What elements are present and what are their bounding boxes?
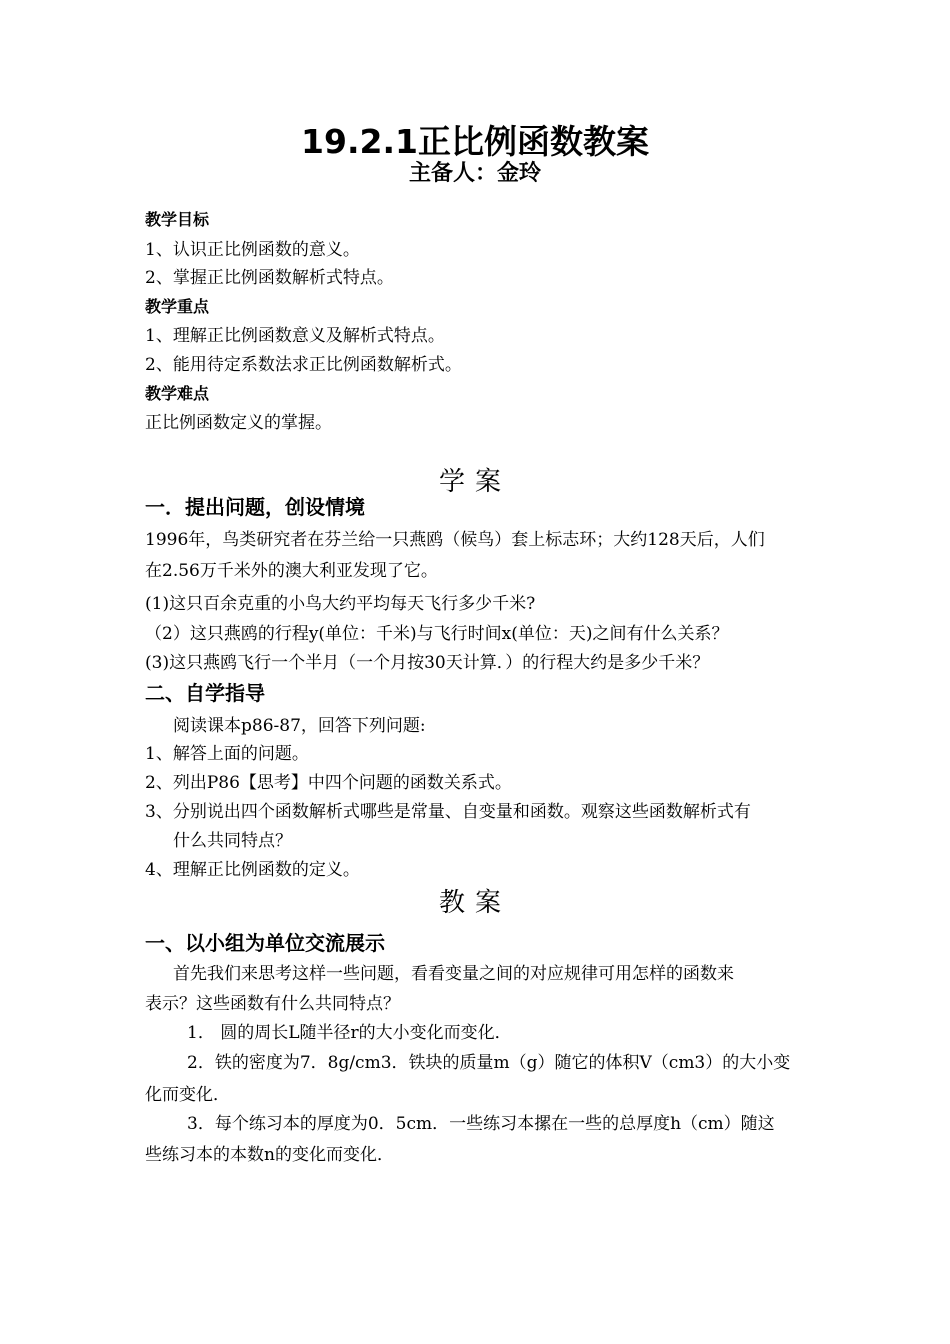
objectives-label: 教学目标 xyxy=(145,210,210,229)
question-item: (3)这只燕鸥飞行一个半月（一个月按30天计算．）的行程大约是多少千米？ xyxy=(145,653,710,673)
section-heading: 二、自学指导 xyxy=(145,681,265,705)
problem-item: 3．每个练习本的厚度为0．5cm．一些练习本摞在一些的总厚度h（cm）随这 xyxy=(187,1114,775,1134)
list-item: 2、列出P86【思考】中四个问题的函数关系式。 xyxy=(145,773,512,793)
objective-item: 1、认识正比例函数的意义。 xyxy=(145,240,360,260)
list-item: 1、解答上面的问题。 xyxy=(145,744,309,764)
difficulties-text: 正比例函数定义的掌握。 xyxy=(145,413,332,433)
document-title: 19.2.1正比例函数教案 xyxy=(301,122,649,161)
paragraph-line: 在2.56万千米外的澳大利亚发现了它。 xyxy=(145,561,438,581)
problem-item-continuation: 化而变化． xyxy=(145,1085,230,1105)
problem-item: 1． 圆的周长L随半径r的大小变化而变化． xyxy=(187,1023,512,1043)
study-plan-heading: 学案 xyxy=(438,467,511,497)
paragraph-line: 首先我们来思考这样一些问题，看看变量之间的对应规律可用怎样的函数来 xyxy=(173,964,734,984)
question-item: (1)这只百余克重的小鸟大约平均每天飞行多少千米? xyxy=(145,594,536,614)
objective-item: 2、掌握正比例函数解析式特点。 xyxy=(145,268,394,288)
problem-item-continuation: 些练习本的本数n的变化而变化． xyxy=(145,1145,394,1165)
problem-item: 2．铁的密度为7．8g/cm3．铁块的质量m（g）随它的体积V（cm3）的大小变 xyxy=(187,1053,791,1073)
paragraph-line: 表示？这些函数有什么共同特点？ xyxy=(145,994,400,1014)
list-item: 3、分别说出四个函数解析式哪些是常量、自变量和函数。观察这些函数解析式有 xyxy=(145,802,751,822)
author-line: 主备人：金玲 xyxy=(408,161,541,186)
paragraph-line: 阅读课本p86-87，回答下列问题: xyxy=(173,716,426,736)
question-item: （2）这只燕鸥的行程y(单位：千米)与飞行时间x(单位：天)之间有什么关系？ xyxy=(145,624,729,644)
section-heading: 一．提出问题，创设情境 xyxy=(145,495,365,519)
difficulties-label: 教学难点 xyxy=(145,384,210,403)
paragraph-line: 1996年，鸟类研究者在芬兰给一只燕鸥（候鸟）套上标志环；大约128天后，人们 xyxy=(145,530,765,550)
teaching-plan-heading: 教案 xyxy=(438,888,511,918)
key-points-label: 教学重点 xyxy=(145,297,210,316)
section-heading: 一、以小组为单位交流展示 xyxy=(145,931,385,955)
list-item: 4、理解正比例函数的定义。 xyxy=(145,860,360,880)
key-point-item: 1、理解正比例函数意义及解析式特点。 xyxy=(145,326,445,346)
list-item-continuation: 什么共同特点？ xyxy=(173,831,292,851)
key-point-item: 2、能用待定系数法求正比例函数解析式。 xyxy=(145,355,462,375)
